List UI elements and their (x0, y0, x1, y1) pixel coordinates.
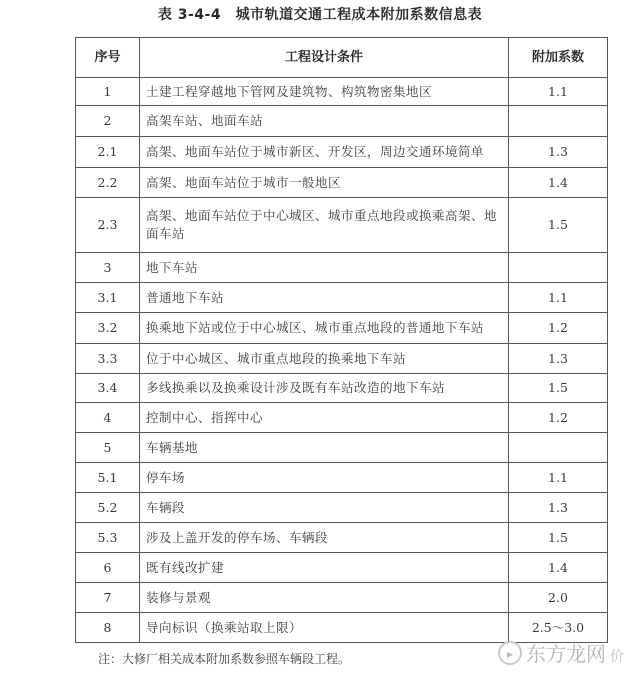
row-condition: 地下车站 (140, 253, 509, 283)
watermark-suffix: 价 (610, 649, 624, 665)
row-coefficient: 2.0 (509, 583, 608, 613)
row-coefficient: 1.3 (509, 493, 608, 523)
row-condition: 车辆基地 (140, 433, 509, 463)
row-coefficient: 1.4 (509, 168, 608, 198)
row-number: 3.3 (76, 344, 140, 374)
header-coefficient: 附加系数 (509, 38, 608, 78)
row-condition: 高架车站、地面车站 (140, 106, 509, 137)
table-row (76, 106, 608, 137)
row-coefficient: 1.2 (509, 313, 608, 344)
row-number: 6 (76, 553, 140, 583)
svg-text:▸: ▸ (506, 647, 514, 661)
coefficient-table (75, 37, 608, 643)
row-coefficient: 1.5 (509, 523, 608, 553)
table-note: 注：大修厂相关成本附加系数参照车辆段工程。 (98, 652, 351, 666)
table-row (76, 283, 608, 313)
watermark-text: 东方龙网 (526, 642, 606, 666)
row-coefficient: 2.5～3.0 (509, 613, 608, 643)
row-condition: 涉及上盖开发的停车场、车辆段 (140, 523, 509, 553)
row-condition: 高架、地面车站位于中心城区、城市重点地段或换乘高架、地面车站 (140, 198, 509, 253)
row-number: 3 (76, 253, 140, 283)
table-row (76, 433, 608, 463)
row-condition: 停车场 (140, 463, 509, 493)
table-row (76, 523, 608, 553)
row-condition: 装修与景观 (140, 583, 509, 613)
row-coefficient: 1.5 (509, 198, 608, 253)
row-number: 3.1 (76, 283, 140, 313)
table-row (76, 583, 608, 613)
row-condition: 土建工程穿越地下管网及建筑物、构筑物密集地区 (140, 78, 509, 106)
row-number: 2 (76, 106, 140, 137)
table-row (76, 313, 608, 344)
table-row (76, 463, 608, 493)
table-header-row (76, 38, 608, 78)
row-number: 5.1 (76, 463, 140, 493)
row-coefficient: 1.2 (509, 403, 608, 433)
row-coefficient: 1.5 (509, 374, 608, 403)
table-row (76, 553, 608, 583)
table-row (76, 198, 608, 253)
row-coefficient: 1.3 (509, 137, 608, 168)
row-number: 5 (76, 433, 140, 463)
row-number: 8 (76, 613, 140, 643)
header-condition: 工程设计条件 (140, 38, 509, 78)
row-number: 2.3 (76, 198, 140, 253)
row-number: 3.2 (76, 313, 140, 344)
table-title: 表 3-4-4 城市轨道交通工程成本附加系数信息表 (157, 7, 483, 23)
row-number: 5.3 (76, 523, 140, 553)
row-number: 5.2 (76, 493, 140, 523)
row-coefficient (509, 433, 608, 463)
row-coefficient: 1.1 (509, 463, 608, 493)
row-condition: 位于中心城区、城市重点地段的换乘地下车站 (140, 344, 509, 374)
row-coefficient: 1.1 (509, 78, 608, 106)
table-row (76, 344, 608, 374)
row-condition: 高架、地面车站位于城市新区、开发区，周边交通环境简单 (140, 137, 509, 168)
table-row (76, 78, 608, 106)
row-number: 2.2 (76, 168, 140, 198)
row-number: 7 (76, 583, 140, 613)
row-condition: 高架、地面车站位于城市一般地区 (140, 168, 509, 198)
table-row (76, 374, 608, 403)
table-row (76, 168, 608, 198)
watermark-logo (496, 623, 636, 675)
row-coefficient: 1.3 (509, 344, 608, 374)
row-coefficient (509, 106, 608, 137)
row-number: 3.4 (76, 374, 140, 403)
table-row (76, 137, 608, 168)
table-row (76, 253, 608, 283)
row-condition: 导向标识（换乘站取上限） (140, 613, 509, 643)
row-condition: 车辆段 (140, 493, 509, 523)
row-number: 2.1 (76, 137, 140, 168)
header-no: 序号 (76, 38, 140, 78)
row-number: 4 (76, 403, 140, 433)
row-coefficient (509, 253, 608, 283)
row-coefficient: 1.1 (509, 283, 608, 313)
table-row (76, 403, 608, 433)
row-condition: 普通地下车站 (140, 283, 509, 313)
row-number: 1 (76, 78, 140, 106)
row-condition: 换乘地下站或位于中心城区、城市重点地段的普通地下车站 (140, 313, 509, 344)
row-condition: 既有线改扩建 (140, 553, 509, 583)
table-row (76, 493, 608, 523)
row-condition: 多线换乘以及换乘设计涉及既有车站改造的地下车站 (140, 374, 509, 403)
row-coefficient: 1.4 (509, 553, 608, 583)
row-condition: 控制中心、指挥中心 (140, 403, 509, 433)
